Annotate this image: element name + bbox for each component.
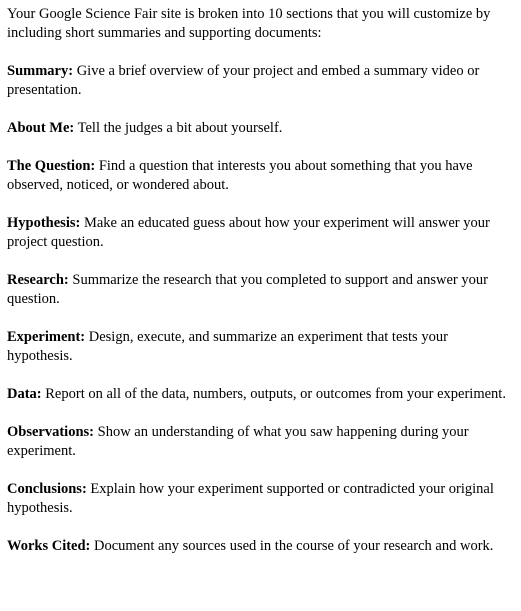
section-title: Conclusions: xyxy=(7,481,87,497)
section-title: Hypothesis: xyxy=(7,215,81,231)
intro-paragraph: Your Google Science Fair site is broken into 10 sections that you will customize by including short summaries and supporting documents: xyxy=(7,6,491,41)
section-title: Research: xyxy=(7,272,69,288)
section-text: Summarize the research that you completed to support and answer your question. xyxy=(7,272,488,307)
section-observations xyxy=(7,423,513,461)
section-text: Report on all of the data, numbers, outputs, or outcomes from your experiment. xyxy=(45,386,506,402)
section-experiment xyxy=(7,328,513,366)
section-text: Give a brief overview of your project and embed a summary video or presentation. xyxy=(7,63,480,98)
section-title: Data: xyxy=(7,386,42,402)
section-data xyxy=(7,385,513,404)
section-title: About Me: xyxy=(7,120,75,136)
section-title: The Question: xyxy=(7,158,96,174)
section-title: Works Cited: xyxy=(7,538,91,554)
section-text: Design, execute, and summarize an experiment that tests your hypothesis. xyxy=(7,329,448,364)
section-text: Show an understanding of what you saw happening during your experiment. xyxy=(7,424,469,459)
section-works-cited xyxy=(7,537,513,556)
section-the-question xyxy=(7,157,513,195)
section-hypothesis xyxy=(7,214,513,252)
section-text: Explain how your experiment supported or contradicted your original hypothesis. xyxy=(7,481,494,516)
section-text: Make an educated guess about how your experiment will answer your project question. xyxy=(7,215,490,250)
section-text: Document any sources used in the course of your research and work. xyxy=(94,538,494,554)
section-summary xyxy=(7,62,513,100)
section-title: Experiment: xyxy=(7,329,86,345)
section-title: Observations: xyxy=(7,424,94,440)
section-conclusions xyxy=(7,480,513,518)
section-research xyxy=(7,271,513,309)
section-text: Tell the judges a bit about yourself. xyxy=(77,120,283,136)
section-text: Find a question that interests you about something that you have observed, noticed, or wondered about. xyxy=(7,158,473,193)
section-about-me xyxy=(7,119,513,138)
section-title: Summary: xyxy=(7,63,74,79)
